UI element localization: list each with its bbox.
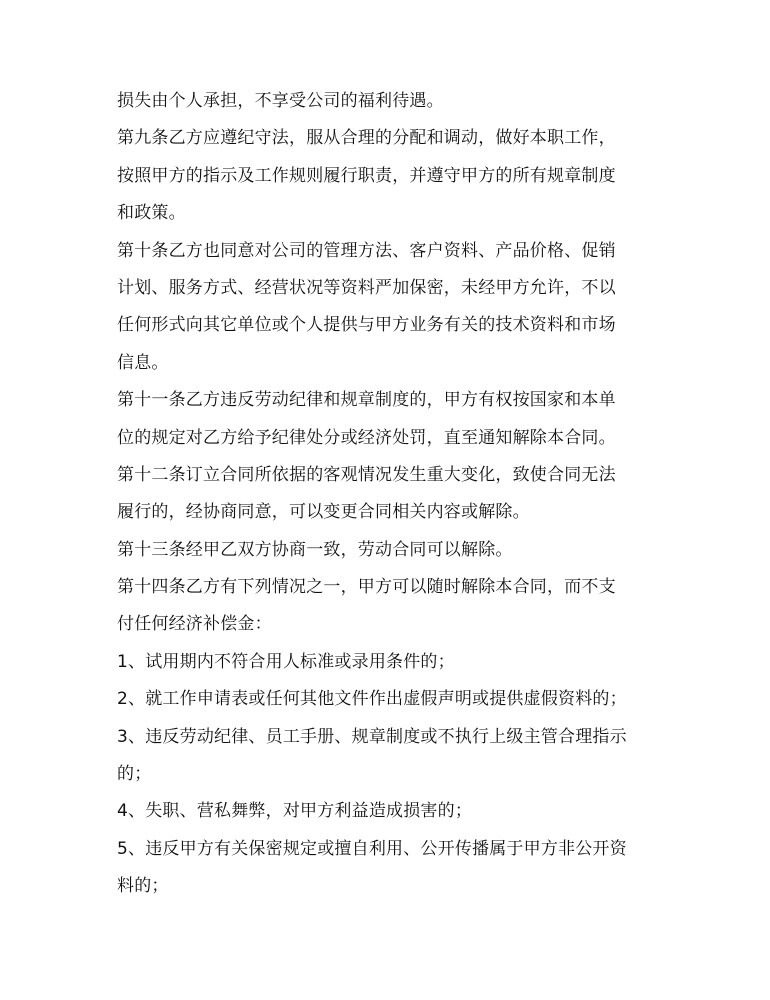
text-line: 料的； <box>117 876 169 897</box>
text-line: 履行的，经协商同意，可以变更合同相关内容或解除。 <box>117 502 530 523</box>
text-line: 付任何经济补偿金： <box>117 614 272 635</box>
text-line: 第十四条乙方有下列情况之一，甲方可以随时解除本合同，而不支 <box>117 577 616 598</box>
text-line: 计划、服务方式、经营状况等资料严加保密，未经甲方允许，不以 <box>117 277 616 298</box>
text-line: 第十一条乙方违反劳动纪律和规章制度的，甲方有权按国家和本单 <box>117 390 616 411</box>
text-line: 第十二条订立合同所依据的客观情况发生重大变化，致使合同无法 <box>117 464 616 485</box>
text-line: 2、就工作申请表或任何其他文件作出虚假声明或提供虚假资料的； <box>117 689 627 710</box>
text-line: 任何形式向其它单位或个人提供与甲方业务有关的技术资料和市场 <box>117 315 616 336</box>
text-line: 第十条乙方也同意对公司的管理方法、客户资料、产品价格、促销 <box>117 240 616 261</box>
text-line: 4、失职、营私舞弊，对甲方利益造成损害的； <box>117 801 473 822</box>
text-line: 第九条乙方应遵纪守法，服从合理的分配和调动，做好本职工作， <box>117 128 616 149</box>
text-line: 损失由个人承担，不享受公司的福利待遇。 <box>117 91 444 111</box>
text-line: 第十三条经甲乙双方协商一致，劳动合同可以解除。 <box>117 539 513 560</box>
document-body <box>117 83 662 906</box>
text-line: 的； <box>117 764 152 785</box>
text-line: 按照甲方的指示及工作规则履行职责，并遵守甲方的所有规章制度 <box>117 165 616 186</box>
text-line: 3、违反劳动纪律、员工手册、规章制度或不执行上级主管合理指示 <box>117 726 627 747</box>
text-line: 信息。 <box>117 352 169 373</box>
text-line: 位的规定对乙方给予纪律处分或经济处罚，直至通知解除本合同。 <box>117 427 616 448</box>
text-line: 和政策。 <box>117 203 186 224</box>
text-line: 1、试用期内不符合用人标准或录用条件的； <box>117 651 455 672</box>
text-line: 5、违反甲方有关保密规定或擅自利用、公开传播属于甲方非公开资 <box>117 838 627 859</box>
